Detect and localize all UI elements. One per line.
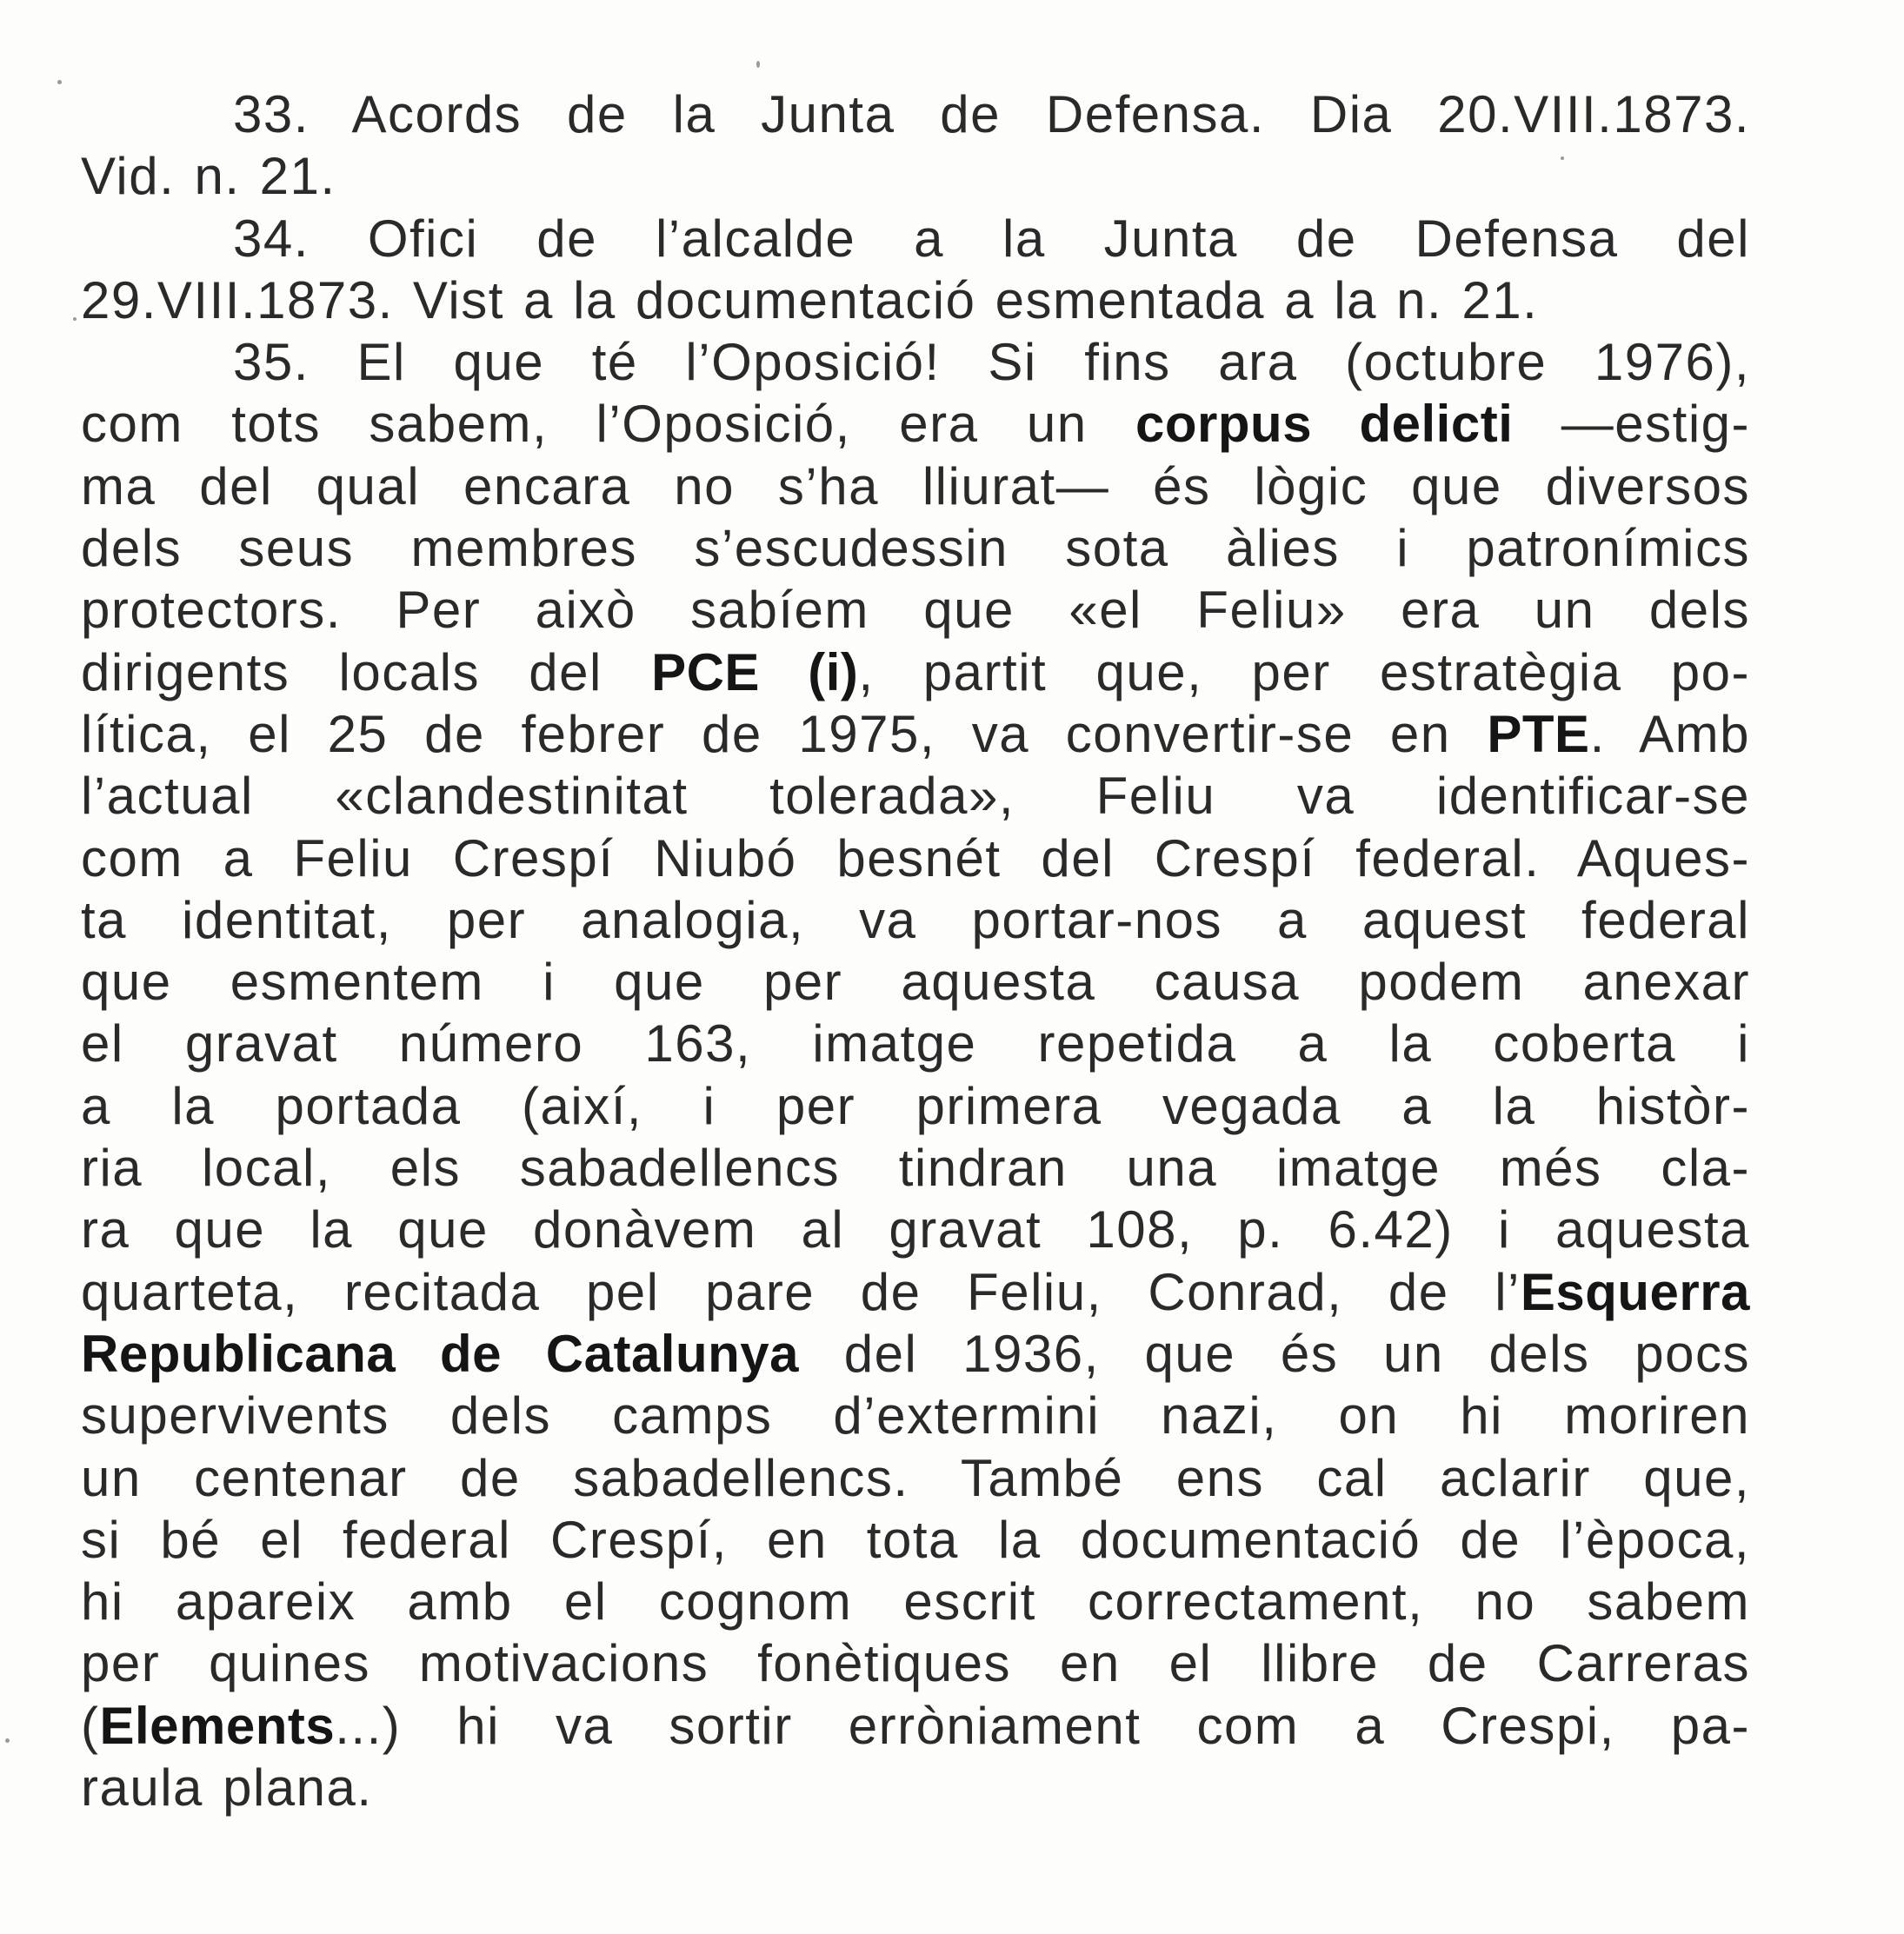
text-line (81, 1757, 1750, 1818)
text-line (81, 1199, 1750, 1260)
text-segment: dirigents locals del (81, 642, 652, 701)
text-segment: quarteta, recitada pel pare de Feliu, Conrad, de l’ (81, 1262, 1521, 1321)
text-line (81, 1261, 1750, 1323)
text-line (81, 1447, 1750, 1509)
text-segment: si bé el federal Crespí, en tota la documentació de l’època, (81, 1510, 1750, 1569)
text-segment: dels seus membres s’escudessin sota àlies i patronímics (81, 519, 1750, 578)
text-line (81, 1571, 1750, 1632)
text-line (81, 393, 1750, 455)
paper-speck (5, 1738, 10, 1743)
text-segment: —estig- (1513, 395, 1751, 454)
bold-text: Esquerra (1520, 1262, 1750, 1321)
text-line (81, 331, 1750, 393)
text-segment: ( (81, 1696, 100, 1755)
paper-speck (756, 61, 760, 68)
text-line (81, 1075, 1750, 1137)
text-line (81, 1323, 1750, 1385)
text-line (81, 145, 1750, 207)
text-line (81, 517, 1750, 579)
text-segment: el gravat número 163, imatge repetida a la coberta i (81, 1014, 1750, 1073)
text-segment: 34. Ofici de l’alcalde a la Junta de Defensa del (233, 209, 1750, 268)
paper-speck (73, 317, 77, 321)
footnotes-text (81, 83, 1750, 1818)
text-segment: un centenar de sabadellencs. També ens cal aclarir que, (81, 1448, 1750, 1507)
bold-text: Republicana de Catalunya (81, 1324, 800, 1383)
text-segment: ria local, els sabadellencs tindran una imatge més cla- (81, 1139, 1750, 1198)
text-segment: l’actual «clandestinitat tolerada», Feliu va identificar-se (81, 767, 1750, 826)
text-line (81, 827, 1750, 889)
text-line (81, 1385, 1750, 1446)
text-segment: , partit que, per estratègia po- (858, 642, 1750, 701)
bold-text: PTE (1487, 704, 1590, 763)
text-segment: ra que la que donàvem al gravat 108, p. 6.42) i aquesta (81, 1200, 1750, 1259)
text-line (81, 455, 1750, 517)
text-segment: 33. Acords de la Junta de Defensa. Dia 20.VIII.1873. (233, 85, 1750, 143)
text-line (81, 889, 1750, 951)
text-line (81, 269, 1750, 331)
text-segment: com tots sabem, l’Oposició, era un (81, 395, 1136, 454)
text-segment: ...) hi va sortir erròniament com a Crespi, pa- (335, 1696, 1750, 1755)
text-line (81, 83, 1750, 145)
bold-text: Elements (99, 1696, 336, 1755)
text-segment: a la portada (així, i per primera vegada a la històr- (81, 1076, 1750, 1135)
text-segment: Vid. n. 21. (81, 147, 336, 206)
text-segment: . Amb (1589, 704, 1751, 763)
text-segment: que esmentem i que per aquesta causa podem anexar (81, 953, 1750, 1012)
text-line (81, 1137, 1750, 1199)
text-segment: 35. El que té l’Oposició! Si fins ara (octubre 1976), (233, 333, 1750, 392)
text-segment: supervivents dels camps d’extermini nazi, on hi moriren (81, 1386, 1750, 1446)
text-segment: del 1936, que és un dels pocs (799, 1324, 1750, 1383)
text-line (81, 1013, 1750, 1074)
paper-speck (57, 80, 62, 84)
text-line (81, 1632, 1750, 1694)
text-line (81, 765, 1750, 827)
bold-text: corpus delicti (1135, 395, 1514, 454)
text-line (81, 641, 1750, 703)
text-line (81, 579, 1750, 641)
bold-text: PCE (i) (651, 642, 859, 701)
text-segment: raula plana. (81, 1758, 373, 1818)
text-segment: ma del qual encara no s’ha lliurat— és lògic que diversos (81, 456, 1750, 515)
text-segment: com a Feliu Crespí Niubó besnét del Crespí federal. Aques- (81, 828, 1750, 887)
text-line (81, 1695, 1750, 1757)
text-segment: 29.VIII.1873. Vist a la documentació esmentada a la n. 21. (81, 270, 1539, 329)
text-line (81, 951, 1750, 1013)
text-segment: per quines motivacions fonètiques en el llibre de Carreras (81, 1634, 1750, 1693)
text-segment: protectors. Per això sabíem que «el Feliu» era un dels (81, 581, 1750, 640)
text-line (81, 208, 1750, 269)
text-segment: lítica, el 25 de febrer de 1975, va convertir-se en (81, 704, 1488, 763)
text-segment: hi apareix amb el cognom escrit correctament, no sabem (81, 1572, 1750, 1632)
text-line (81, 1509, 1750, 1571)
text-line (81, 703, 1750, 765)
text-segment: ta identitat, per analogia, va portar-nos a aquest federal (81, 890, 1750, 949)
